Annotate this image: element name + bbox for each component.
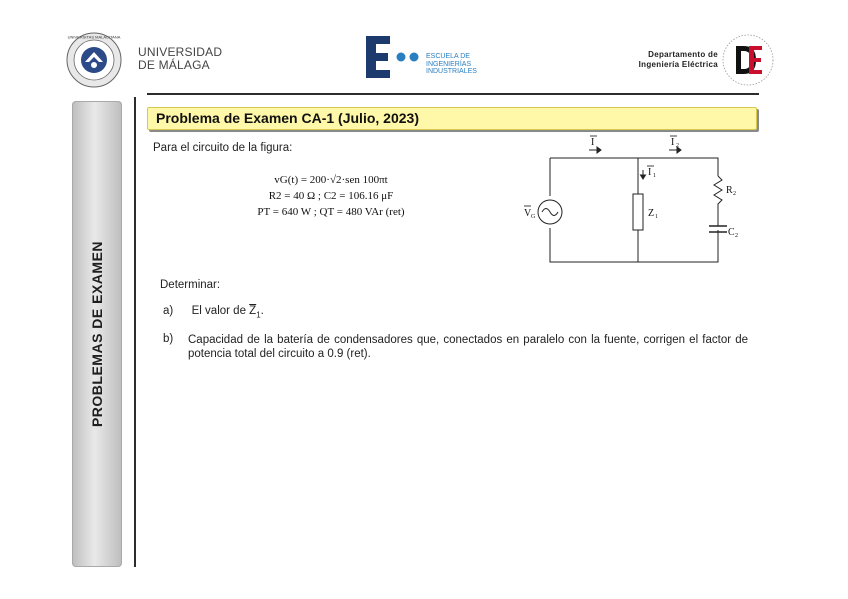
problem-title-bar	[147, 107, 757, 130]
label-c2-sub: 2	[735, 233, 738, 239]
seal-text: UNIVERSITAS MALACITANA	[67, 34, 121, 40]
department-logo	[722, 34, 774, 86]
label-r2-sub: 2	[733, 191, 736, 197]
sidebar-tab	[72, 101, 122, 567]
department-line2: Ingeniería Eléctrica	[638, 60, 718, 69]
school-line3: INDUSTRIALES	[426, 68, 477, 75]
department-line1: Departamento de	[648, 50, 718, 59]
question-a-end: .	[260, 305, 264, 317]
question-b-label: b)	[163, 333, 174, 345]
header-divider	[147, 93, 759, 95]
sidebar-label: PROBLEMAS DE EXAMEN	[89, 240, 105, 428]
label-i2: I	[671, 137, 675, 148]
determinar-heading: Determinar:	[160, 279, 221, 291]
question-a-sub: 1	[256, 310, 261, 320]
label-i: I	[591, 137, 595, 148]
label-vg-sub: G	[531, 214, 536, 220]
school-name	[426, 53, 477, 76]
school-line2: INGENIERÍAS	[426, 60, 472, 68]
question-b-text: Capacidad de la batería de condensadores que, conectados en paralelo con la fuente, corrigen el factor de potencia total del circuito a 0.9 (ret).	[188, 334, 748, 360]
vertical-divider	[134, 97, 136, 567]
wire-bottom	[550, 228, 718, 262]
department-name	[600, 50, 718, 70]
school-line1: ESCUELA DE	[426, 53, 470, 60]
wire-top	[550, 158, 718, 176]
label-i1-sub: 1	[653, 173, 656, 179]
impedance-z1	[633, 194, 643, 230]
question-a-label: a)	[163, 305, 174, 317]
data-line-3: PT = 640 W ; QT = 480 VAr (ret)	[257, 206, 405, 218]
label-z1: Z	[648, 208, 655, 219]
university-seal-logo	[66, 32, 122, 88]
data-line-1: vG(t) = 200·√2·sen 100πt	[274, 174, 388, 186]
question-a-var: $\overline{Z}$	[249, 305, 257, 317]
question-a-text: El valor de	[191, 305, 250, 317]
problem-title: Problema de Examen CA-1 (Julio, 2023)	[156, 110, 419, 126]
label-vg: V	[524, 208, 532, 219]
circuit-diagram	[510, 132, 742, 266]
given-data	[226, 172, 436, 220]
data-line-2: R2 = 40 Ω ; C2 = 106.16 μF	[268, 190, 394, 202]
intro-text: Para el circuito de la figura:	[153, 142, 293, 154]
university-name	[138, 46, 222, 72]
label-i1: I	[648, 167, 652, 178]
label-i2-sub: 2	[676, 143, 679, 149]
label-c2: C	[728, 227, 735, 238]
label-r2: R	[726, 185, 733, 196]
resistor-r2	[714, 176, 722, 226]
question-a	[163, 305, 264, 319]
university-line1: UNIVERSIDAD	[138, 45, 223, 59]
label-z1-sub: 1	[655, 214, 658, 220]
university-line2: DE MÁLAGA	[138, 58, 210, 72]
